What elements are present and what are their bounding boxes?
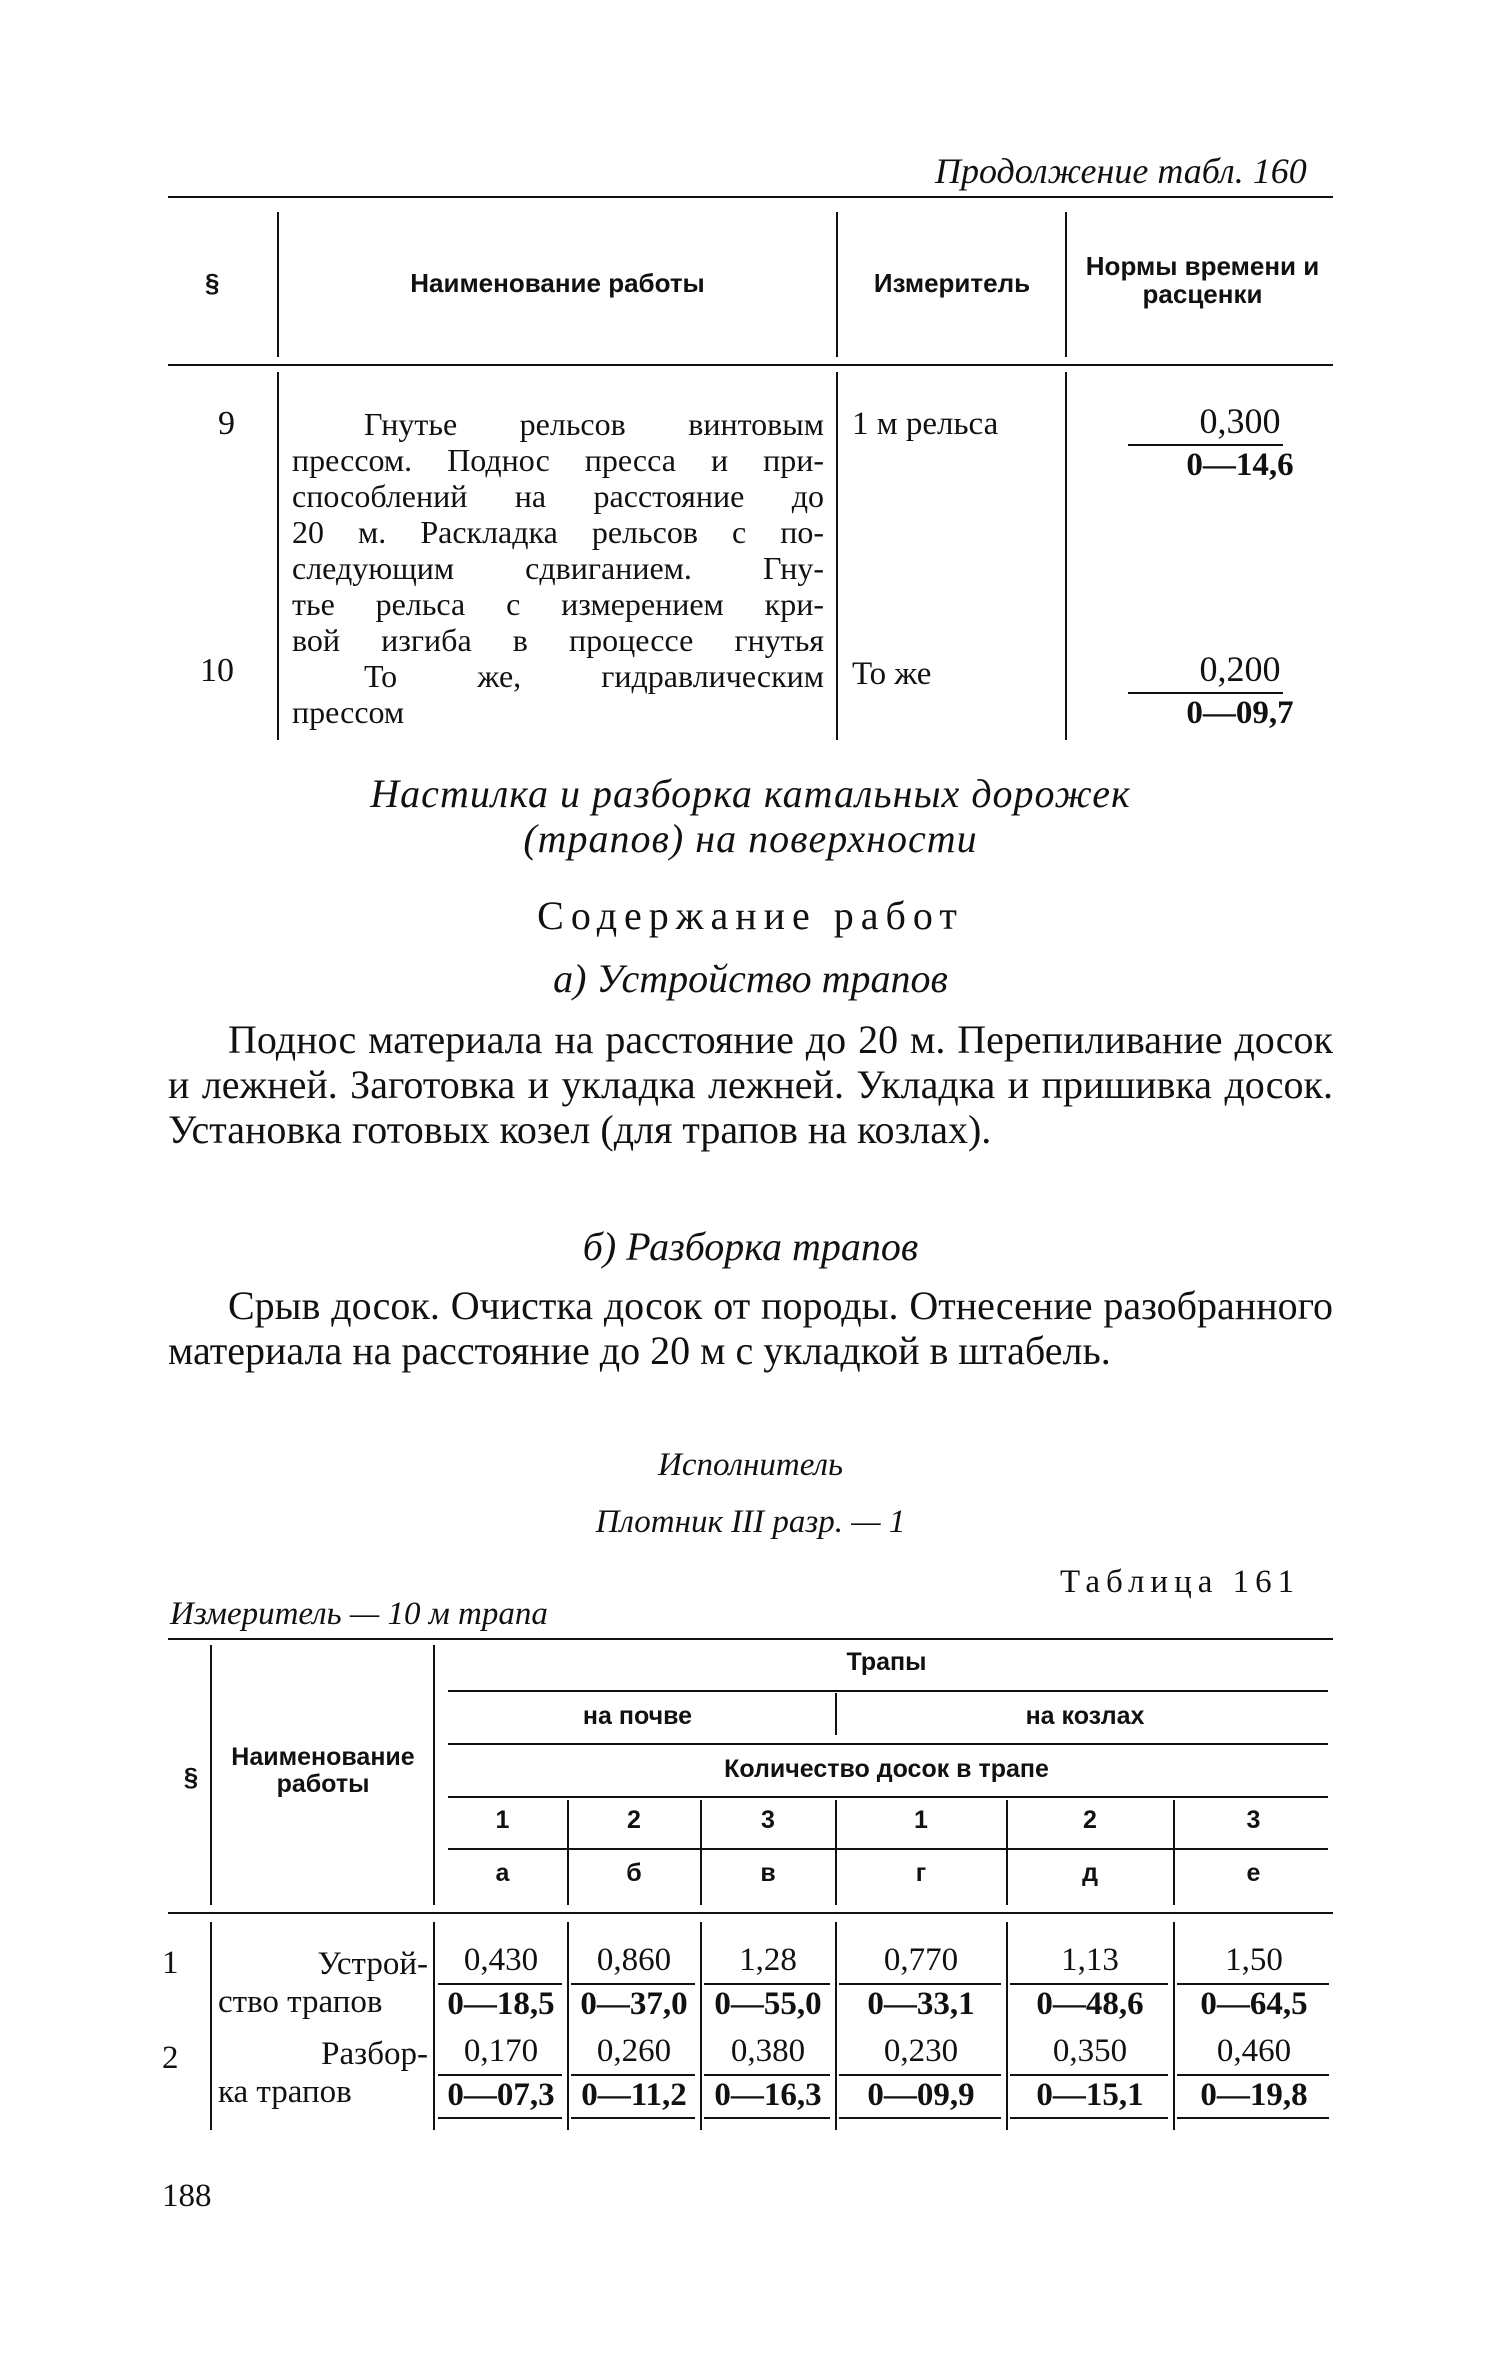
divider xyxy=(448,1743,1328,1745)
letter-cell: б xyxy=(626,1859,642,1887)
rate-value: 0—15,1 xyxy=(1036,2077,1144,2113)
fraction-bar xyxy=(704,2074,830,2076)
desc-line: 20 м. Раскладка рельсов с по- xyxy=(292,514,824,550)
rate-value: 0—16,3 xyxy=(714,2077,822,2113)
row-number: 9 xyxy=(218,405,235,442)
norm-value: 0,770 xyxy=(883,1942,959,1978)
letter-cell: д xyxy=(1082,1859,1098,1887)
fraction-bar xyxy=(1128,692,1283,694)
fraction-bar xyxy=(704,1983,830,1985)
header-count: Количество досок в трапе xyxy=(724,1755,1049,1783)
table-label: Таблица 161 xyxy=(1060,1564,1301,1600)
desc-line: Гнутье рельсов винтовым xyxy=(364,406,824,442)
fraction-bar xyxy=(1177,1983,1329,1985)
header-norms: Нормы времени и расценки xyxy=(1085,251,1320,309)
fraction-bar xyxy=(1177,2074,1329,2076)
rate-value: 0—19,8 xyxy=(1200,2077,1308,2113)
row-number: 2 xyxy=(162,2040,179,2076)
header-pochve: на почве xyxy=(582,1702,693,1730)
row-number: 1 xyxy=(162,1945,179,1981)
divider xyxy=(700,1800,702,1905)
count-cell: 3 xyxy=(761,1806,775,1834)
fraction-bar xyxy=(438,2074,562,2076)
norm-value: 1,13 xyxy=(1061,1942,1119,1978)
divider xyxy=(835,1693,837,1735)
rate-value: 0—64,5 xyxy=(1200,1986,1308,2022)
divider xyxy=(277,372,279,740)
row-description xyxy=(292,658,824,730)
divider xyxy=(448,1796,1328,1798)
row-description xyxy=(292,406,824,658)
row-name xyxy=(218,2035,428,2111)
row-number: 10 xyxy=(200,652,234,689)
measure-label: Измеритель — 10 м трапа xyxy=(170,1596,548,1632)
rate-value: 0—07,3 xyxy=(447,2077,555,2113)
subheading-b: б) Разборка трапов xyxy=(582,1224,919,1269)
row-name xyxy=(218,1945,428,2021)
fraction-bar xyxy=(839,1983,1001,1985)
rate-value: 0—37,0 xyxy=(580,1986,688,2022)
section-title: (трапов) на поверхности xyxy=(523,816,978,861)
norm-value: 0,170 xyxy=(463,2033,539,2069)
header-name: Наименование работы xyxy=(410,268,705,298)
divider xyxy=(210,1645,212,1905)
name-line: ка трапов xyxy=(218,2074,352,2110)
desc-line: прессом. Поднос пресса и при- xyxy=(292,442,824,478)
name-line: ство трапов xyxy=(218,1984,383,2020)
fraction-bar xyxy=(704,2117,830,2119)
rate-value: 0—09,9 xyxy=(867,2077,975,2113)
table-160-top-rule xyxy=(168,196,1333,198)
header-trapy: Трапы xyxy=(846,1648,927,1676)
continuation-label: Продолжение табл. 160 xyxy=(935,151,1307,191)
norm-value: 0,430 xyxy=(463,1942,539,1978)
norm-value: 0,230 xyxy=(883,2033,959,2069)
name-line: Устрой- xyxy=(317,1946,428,1982)
count-cell: 3 xyxy=(1246,1806,1261,1834)
fraction-bar xyxy=(1010,1983,1168,1985)
name-line: Разбор- xyxy=(321,2036,428,2072)
divider xyxy=(836,212,838,357)
divider xyxy=(448,1848,1328,1850)
fraction-bar xyxy=(438,2117,562,2119)
section-title: Настилка и разборка катальных дорожек xyxy=(370,771,1131,816)
count-cell: 2 xyxy=(1083,1806,1097,1834)
divider xyxy=(1173,1800,1175,1905)
fraction-bar xyxy=(438,1983,562,1985)
row-rate: 0—14,6 xyxy=(1186,447,1294,483)
desc-line: следующим сдвиганием. Гну- xyxy=(292,550,824,586)
content-heading: Содержание работ xyxy=(537,893,964,938)
letter-cell: г xyxy=(915,1859,927,1887)
executor-value: Плотник III разр. — 1 xyxy=(595,1504,906,1540)
divider xyxy=(433,1922,435,2130)
subheading-a: а) Устройство трапов xyxy=(553,956,948,1001)
divider xyxy=(433,1645,435,1905)
row-rate: 0—09,7 xyxy=(1186,695,1294,731)
paragraph-a: Поднос материала на расстояние до 20 м. Перепиливание досок и лежней. Заготовка и укладка лежней. Укладка и пришивка досок. Установка готовых козел (для трапов на козлах). xyxy=(168,1017,1333,1152)
table-160-header-rule xyxy=(168,364,1333,366)
count-cell: 1 xyxy=(914,1806,928,1834)
fraction-bar xyxy=(1177,2117,1329,2119)
fraction-bar xyxy=(571,2117,695,2119)
divider xyxy=(1006,1800,1008,1905)
divider xyxy=(210,1922,212,2130)
divider xyxy=(835,1800,837,1905)
header-unit: Измеритель xyxy=(873,268,1031,298)
desc-line: прессом xyxy=(292,694,405,730)
norm-value: 1,50 xyxy=(1225,1942,1283,1978)
rate-value: 0—33,1 xyxy=(867,1986,975,2022)
count-cell: 1 xyxy=(495,1806,510,1834)
norm-value: 0,350 xyxy=(1052,2033,1128,2069)
table-161-header-rule xyxy=(168,1912,1333,1914)
row-norm: 0,300 xyxy=(1199,401,1281,441)
header-section: § xyxy=(183,1762,199,1792)
norm-value: 1,28 xyxy=(739,1942,797,1978)
fraction-bar xyxy=(1010,2074,1168,2076)
letter-cell: в xyxy=(760,1859,776,1887)
divider xyxy=(836,372,838,740)
executor-label: Исполнитель xyxy=(658,1447,843,1483)
divider xyxy=(448,1690,1328,1692)
header-kozlah: на козлах xyxy=(1025,1702,1145,1730)
norm-value: 0,460 xyxy=(1216,2033,1292,2069)
header-name: Наименование работы xyxy=(231,1743,415,1798)
norm-value: 0,380 xyxy=(730,2033,806,2069)
divider xyxy=(277,212,279,357)
table-161-top-rule xyxy=(168,1638,1333,1640)
fraction-bar xyxy=(839,2074,1001,2076)
count-cell: 2 xyxy=(627,1806,641,1834)
desc-line: тье рельса с измерением кри- xyxy=(292,586,824,622)
fraction-bar xyxy=(1010,2117,1168,2119)
norm-value: 0,260 xyxy=(596,2033,672,2069)
norm-value: 0,860 xyxy=(596,1942,672,1978)
paragraph-b: Срыв досок. Очистка досок от породы. Отнесение разобранного материала на расстояние до 20 м с укладкой в штабель. xyxy=(168,1283,1333,1373)
row-unit: То же xyxy=(852,656,932,692)
header-section: § xyxy=(205,268,220,298)
letter-cell: е xyxy=(1246,1859,1261,1887)
row-norm: 0,200 xyxy=(1199,649,1281,689)
divider xyxy=(1065,372,1067,740)
rate-value: 0—55,0 xyxy=(714,1986,822,2022)
divider xyxy=(567,1800,569,1905)
letter-cell: а xyxy=(495,1859,510,1887)
desc-line: способлений на расстояние до xyxy=(292,478,824,514)
page-number: 188 xyxy=(162,2178,212,2214)
fraction-bar xyxy=(839,2117,1001,2119)
rate-value: 0—48,6 xyxy=(1036,1986,1144,2022)
fraction-bar xyxy=(1128,444,1283,446)
desc-line: То же, гидравлическим xyxy=(364,658,824,694)
row-unit: 1 м рельса xyxy=(852,406,999,442)
rate-value: 0—18,5 xyxy=(447,1986,555,2022)
fraction-bar xyxy=(571,2074,695,2076)
desc-line: вой изгиба в процессе гнутья xyxy=(292,622,824,658)
rate-value: 0—11,2 xyxy=(581,2077,687,2113)
divider xyxy=(1065,212,1067,357)
fraction-bar xyxy=(571,1983,695,1985)
